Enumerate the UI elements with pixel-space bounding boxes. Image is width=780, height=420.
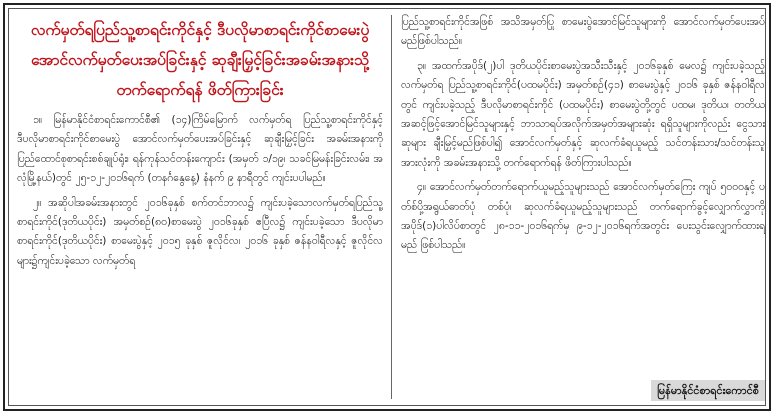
notice-frame (3, 3, 771, 411)
paragraph-4: ၄။ အောင်လက်မှတ်တက်ရောက်ယူမည့်သူများသည် အောင်လက်မှတ်ကြေး ကျပ် ၅၀၀၀နှင့် ပတ်စ်ပို့အရွယ်ဓာတ်ပုံ တစ်ပုံ၊ ဆုလက်ခံရယူမည့်သူများသည် တက်ရောက်ခွင့်လျှောက်လွှာကို အပိုဒ်(၁)ပါလိပ်စာတွင် ၂၈-၁၁-၂၀၁၆ရက်မှ ၉-၁၂-၂၀၁၆ရက်အတွင်း ပေးသွင်းလျှောက်ထားရမည် ဖြစ်ပါသည်။ (401, 181, 765, 252)
signature-issuer: မြန်မာနိုင်ငံစာရင်းကောင်စီ (651, 380, 765, 401)
left-column (17, 13, 383, 401)
right-column (401, 13, 765, 401)
signature-row (651, 379, 765, 401)
notice-inner-border (8, 8, 766, 406)
paragraph-3: ၃။ အထက်အပိုဒ်(၂)ပါ ဒုတိယပိုင်းစာမေးပွဲအသီးသီးနှင့် ၂၀၁၆ခုနှစ် မေလ၌ ကျင်းပခဲ့သည့် လက်မှတ်ရ ပြည်သူ့စာရင်းကိုင်(ပထမပိုင်း) အမှတ်စဉ်(၄၁) စာမေးပွဲနှင့် ၂၀၁၆ ခုနှစ် ဇန်နဝါရီလတွင် ကျင်းပခဲ့သည့် ဒီပလိုမာစာရင်းကိုင် (ပထမပိုင်း) စာမေးပွဲတို့တွင် ပထမ၊ ဒုတိယ၊ တတိယအဆင့်ဖြင့်အောင်မြင်သူများနှင့် ဘာသာရပ်အလိုက်အမှတ်အများဆုံး ရရှိသူများကိုလည်း ငွေသားဆုများ ချီးမြှင့်မည်ဖြစ်ပါ၍ အောင်လက်မှတ်နှင့် ဆုလက်ခံရယူမည့် သင်တန်းသား/သင်တန်းသူ အားလုံးကို အခမ်းအနားသို့ တက်ရောက်ရန် ဖိတ်ကြားပါသည်။ (401, 59, 765, 169)
column-divider (391, 15, 392, 399)
paragraph-2-continued: ပြည်သူ့စာရင်းကိုင်အဖြစ် အသိအမှတ်ပြု စာမေးပွဲအောင်မြင်သူများကို အောင်လက်မှတ်ပေးအပ်မည်ဖြစ်ပါသည်။ (401, 16, 765, 48)
paragraph-1: ၁။ မြန်မာနိုင်ငံစာရင်းကောင်စီ၏ (၁၄)ကြိမ်မြောက် လက်မှတ်ရ ပြည်သူ့စာရင်းကိုင်နှင့် ဒီပလိုမာစာရင်းကိုင်စာမေးပွဲ အောင်လက်မှတ်ပေးအပ်ခြင်းနှင့် ဆုချီးမြှင့်ခြင်း အခမ်းအနားကို ပြည်ထောင်စုစာရင်းစစ်ချုပ်ရုံး၊ ရန်ကုန်သင်တန်းကျောင်း (အမှတ် ၁/၁၉၊ သခင်မြမန်းခြင်းလမ်း၊ အလုံမြို့နယ်)တွင် ၂၅-၁၂-၂၀၁၆ရက် (တနင်္ဂနွေနေ့) နံနက် ၉ နာရီတွင် ကျင်းပပါမည်။ (17, 114, 383, 185)
notice-title: လက်မှတ်ရပြည်သူ့စာရင်းကိုင်နှင့် ဒီပလိုမာစာရင်းကိုင်စာမေးပွဲ အောင်လက်မှတ်ပေးအပ်ခြင်းနှင့် ဆုချီးမြှင့်ခြင်းအခမ်းအနားသို့ တက်ရောက်ရန် ဖိတ်ကြားခြင်း (30, 21, 370, 99)
paragraph-2: ၂။ အဆိုပါအခမ်းအနားတွင် ၂၀၁၆ခုနှစ် စက်တင်ဘာလ၌ ကျင်းပခဲ့သောလက်မှတ်ရပြည်သူ့စာရင်းကိုင်(ဒုတိယပိုင်း) အမှတ်စဉ်(၈၀)စာမေးပွဲ ၂၀၁၆ခုနှစ် ဧပြီလ၌ ကျင်းပခဲ့သော ဒီပလိုမာစာရင်းကိုင်(ဒုတိယပိုင်း) စာမေးပွဲနှင့် ၂၀၁၅ ခုနှစ် ဇူလိုင်လ၊ ၂၀၁၆ ခုနှစ် ဇန်နဝါရီလနှင့် ဇူလိုင်လများ၌ကျင်းပခဲ့သော လက်မှတ်ရ (17, 196, 383, 267)
